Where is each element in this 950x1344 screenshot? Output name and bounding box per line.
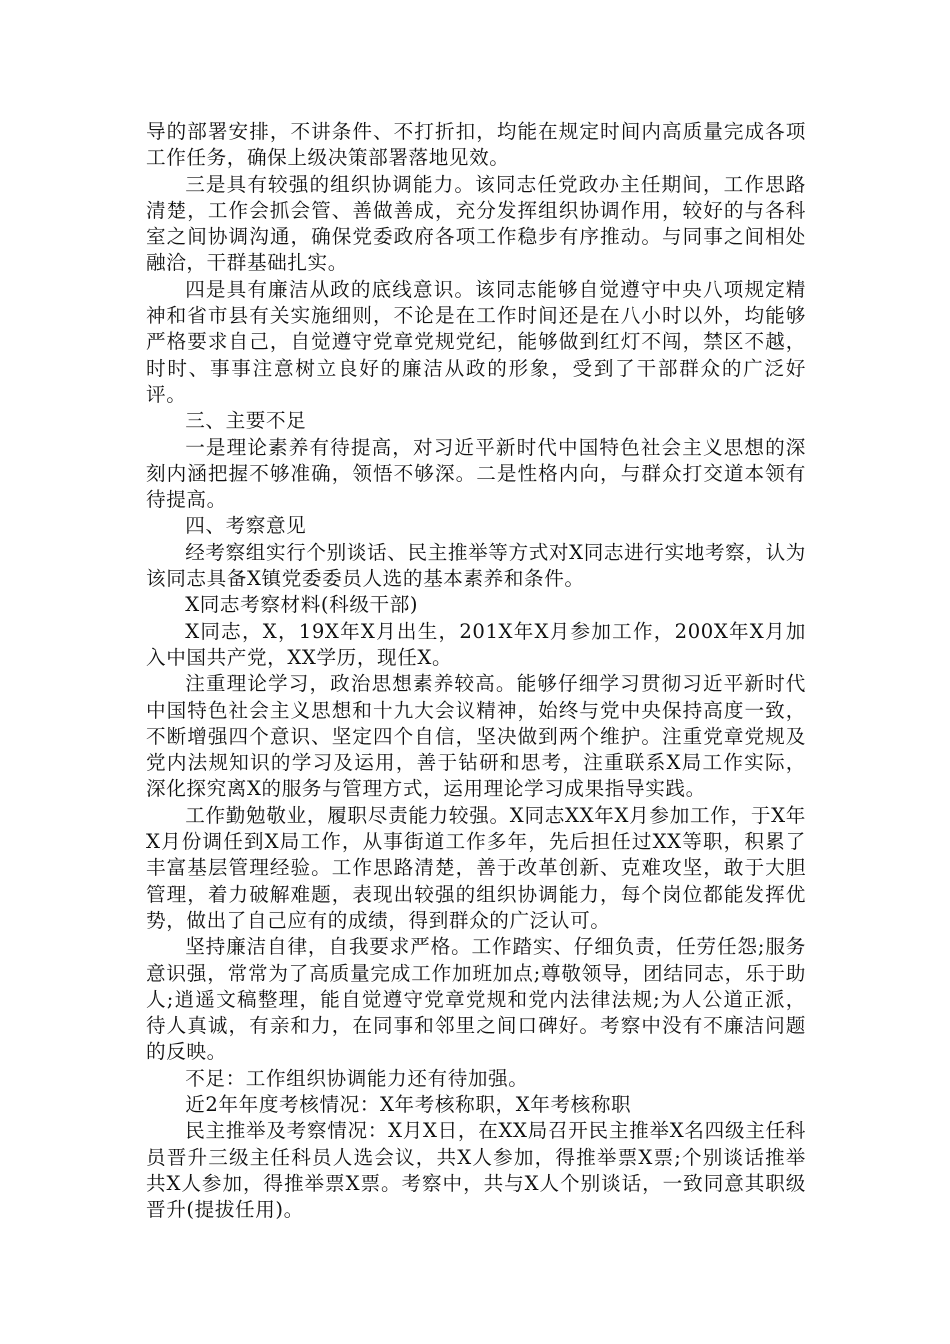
paragraph-deficiency: 不足：工作组织协调能力还有待加强。 xyxy=(185,1066,529,1090)
document-body xyxy=(146,119,806,1223)
paragraph-integrity-awareness: 四是具有廉洁从政的底线意识。该同志能够自觉遵守中央八项规定精神和省市县有关实施细则，不论是在工作时间还是在八小时以外，均能够严格要求自己，自觉遵守党章党规党纪，能够做到红灯不闯，禁区不越，时时、事事注意树立良好的廉洁从政的形象，受到了干部群众的广泛好评。 xyxy=(146,277,806,406)
section-heading-shortcomings: 三、主要不足 xyxy=(185,409,307,433)
paragraph-opinion: 经考察组实行个别谈话、民主推举等方式对X同志进行实地考察，认为该同志具备X镇党委委员人选的基本素养和条件。 xyxy=(146,540,806,591)
paragraph-shortcomings: 一是理论素养有待提高，对习近平新时代中国特色社会主义思想的深刻内涵把握不够准确，领悟不够深。二是性格内向，与群众打交道本领有待提高。 xyxy=(146,435,806,512)
paragraph-basic-info: X同志，X，19X年X月出生，201X年X月参加工作，200X年X月加入中国共产党，XX学历，现任X。 xyxy=(146,619,806,669)
section-heading-opinion: 四、考察意见 xyxy=(185,514,307,538)
paragraph-theory-study: 注重理论学习，政治思想素养较高。能够仔细学习贯彻习近平新时代中国特色社会主义思想和十九大会议精神，始终与党中央保持高度一致，不断增强四个意识、坚定四个自信，坚决做到两个维护。注重党章党规及党内法规知识的学习及运用，善于钻研和思考，注重联系X局工作实际，深化探究离X的服务与管理方式，运用理论学习成果指导实践。 xyxy=(146,672,806,801)
paragraph-annual-assessment: 近2年年度考核情况：X年考核称职，X年考核称职 xyxy=(185,1092,632,1116)
material-title: X同志考察材料(科级干部) xyxy=(185,593,419,617)
paragraph-self-discipline: 坚持廉洁自律，自我要求严格。工作踏实、仔细负责，任劳任怨;服务意识强，常常为了高质量完成工作加班加点;尊敬领导，团结同志，乐于助人;逍遥文稿整理，能自觉遵守党章党规和党内法律法规;为人公道正派，待人真诚，有亲和力，在同事和邻里之间口碑好。考察中没有不廉洁问题的反映。 xyxy=(146,935,806,1064)
paragraph-coordination-ability: 三是具有较强的组织协调能力。该同志任党政办主任期间，工作思路清楚，工作会抓会管、善做善成，充分发挥组织协调作用，较好的与各科室之间协调沟通，确保党委政府各项工作稳步有序推动。与同事之间相处融洽，干群基础扎实。 xyxy=(146,172,806,275)
paragraph-recommendation: 民主推举及考察情况：X月X日，在XX局召开民主推举X名四级主任科员晋升三级主任科员人选会议，共X人参加，得推举票X票;个别谈话推举共X人参加，得推举票X票。考察中，共与X人个别谈话，一致同意其职级晋升(提拔任用)。 xyxy=(146,1119,806,1222)
paragraph-continuation: 导的部署安排，不讲条件、不打折扣，均能在规定时间内高质量完成各项工作任务，确保上级决策部署落地见效。 xyxy=(146,120,806,170)
paragraph-work-diligence: 工作勤勉敬业，履职尽责能力较强。X同志XX年X月参加工作，于X年X月份调任到X局工作，从事街道工作多年，先后担任过XX等职，积累了丰富基层管理经验。工作思路清楚，善于改革创新、克难攻坚，敢于大胆管理，着力破解难题，表现出较强的组织协调能力，每个岗位都能发挥优势，做出了自己应有的成绩，得到群众的广泛认可。 xyxy=(146,803,806,932)
